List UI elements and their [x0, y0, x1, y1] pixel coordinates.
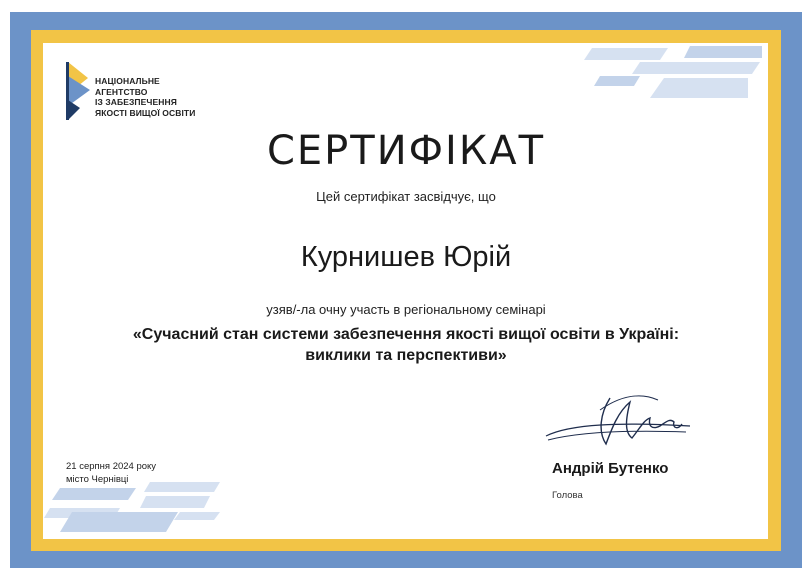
- certificate-subtitle: Цей сертифікат засвідчує, що: [316, 189, 496, 204]
- logo-line: ЯКОСТІ ВИЩОЇ ОСВІТИ: [95, 107, 196, 118]
- certificate-title: СЕРТИФІКАТ: [266, 128, 546, 174]
- certificate-date: 21 серпня 2024 року: [66, 461, 157, 472]
- seminar-title-line: виклики та перспективи»: [305, 347, 507, 364]
- logo-line: НАЦІОНАЛЬНЕ: [95, 76, 160, 86]
- agency-logo-text: [95, 76, 195, 118]
- signature-image: [540, 388, 700, 458]
- signer-name: Андрій Бутенко: [552, 460, 669, 477]
- seminar-title: [60, 324, 752, 366]
- recipient-name: Курнишев Юрій: [300, 241, 512, 273]
- logo-line: АГЕНТСТВО: [95, 86, 148, 97]
- signer-role: Голова: [552, 490, 583, 501]
- seminar-title-line: «Сучасний стан системи забезпечення якості вищої освіти в Україні:: [132, 326, 680, 343]
- logo-line: ІЗ ЗАБЕЗПЕЧЕННЯ: [95, 97, 177, 107]
- certificate-place: місто Чернівці: [66, 474, 129, 485]
- participation-text: узяв/-ла очну участь в регіональному семінарі: [266, 302, 546, 317]
- agency-logo-icon: [66, 62, 94, 124]
- date-place: [66, 460, 156, 486]
